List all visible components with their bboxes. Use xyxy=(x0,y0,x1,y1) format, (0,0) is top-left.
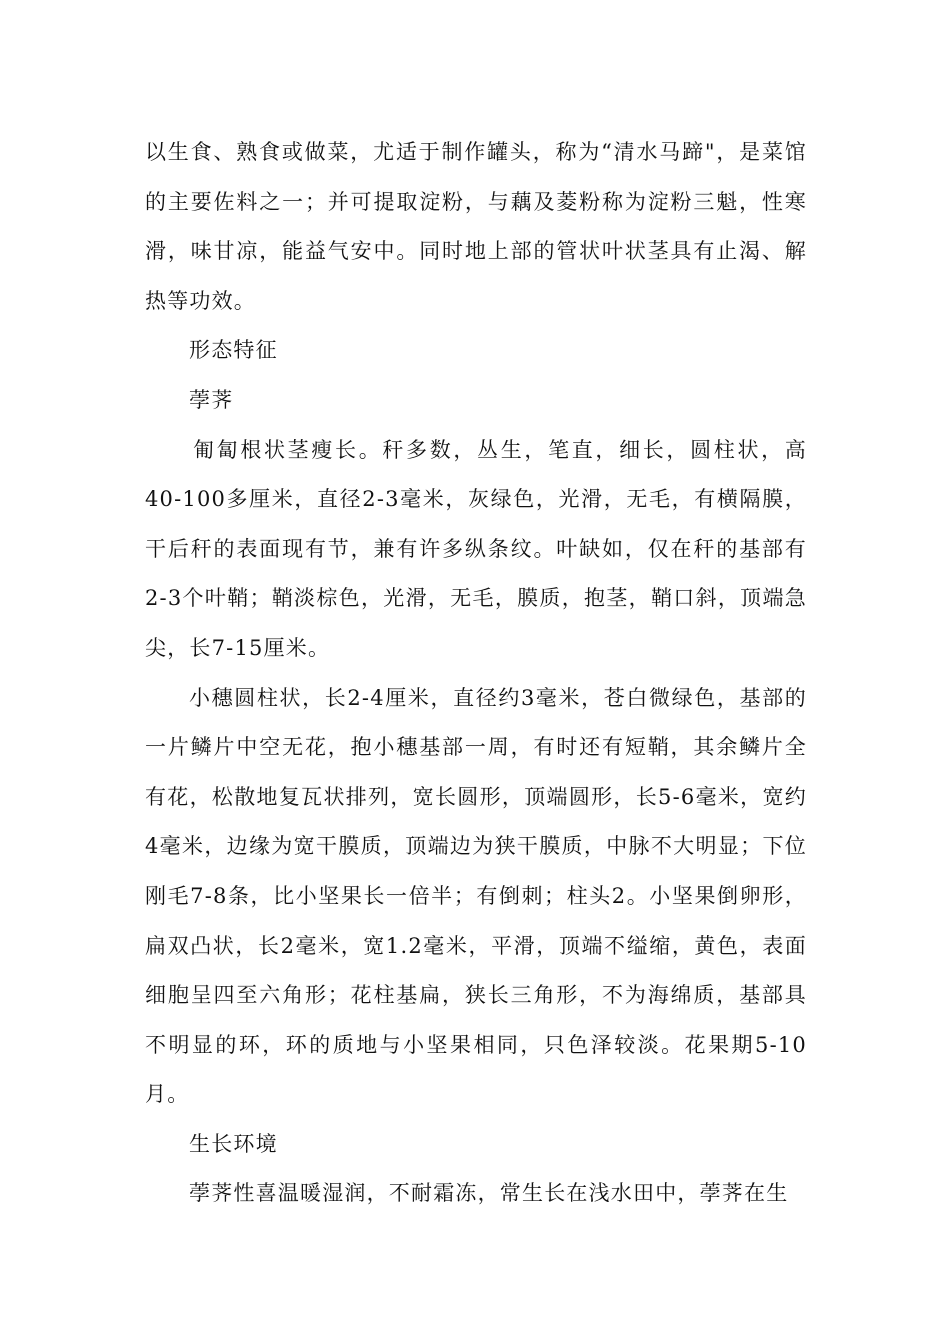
heading-water-chestnut: 荸荠 xyxy=(189,387,234,412)
paragraph-habitat: 荸荠性喜温暖湿润，不耐霜冻，常生长在浅水田中，荸荠在生 xyxy=(189,1181,789,1206)
heading-morphology: 形态特征 xyxy=(189,338,278,363)
heading-habitat: 生长环境 xyxy=(189,1131,278,1156)
document-body xyxy=(145,128,807,1219)
paragraph-uses: 以生食、熟食或做菜，尤适于制作罐头，称为“清水马蹄"，是菜馆的主要佐料之一；并可提取淀粉，与藕及菱粉称为淀粉三魁，性寒滑，味甘凉，能益气安中。同时地上部的管状叶状茎具有止渴、解热等功效。 xyxy=(145,140,807,313)
paragraph-spikelet: 小穗圆柱状，长2-4厘米，直径约3毫米，苍白微绿色，基部的一片鳞片中空无花，抱小穗基部一周，有时还有短鞘，其余鳞片全有花，松散地复瓦状排列，宽长圆形，顶端圆形，长5-6毫米，宽约4毫米，边缘为宽干膜质，顶端边为狭干膜质，中脉不大明显；下位刚毛7-8条，比小坚果长一倍半；有倒刺；柱头2。小坚果倒卵形，扁双凸状，长2毫米，宽1.2毫米，平滑，顶端不缢缩，黄色，表面细胞呈四至六角形；花柱基扁，狭长三角形，不为海绵质，基部具不明显的环，环的质地与小坚果相同，只色泽较淡。花果期5-10月。 xyxy=(145,685,807,1107)
paragraph-rhizome: 匍匐根状茎瘦长。秆多数，丛生，笔直，细长，圆柱状，高40-100多厘米，直径2-3毫米，灰绿色，光滑，无毛，有横隔膜，干后秆的表面现有节，兼有许多纵条纹。叶缺如，仅在秆的基部有2-3个叶鞘；鞘淡棕色，光滑，无毛，膜质，抱茎，鞘口斜，顶端急尖，长7-15厘米。 xyxy=(145,437,807,660)
